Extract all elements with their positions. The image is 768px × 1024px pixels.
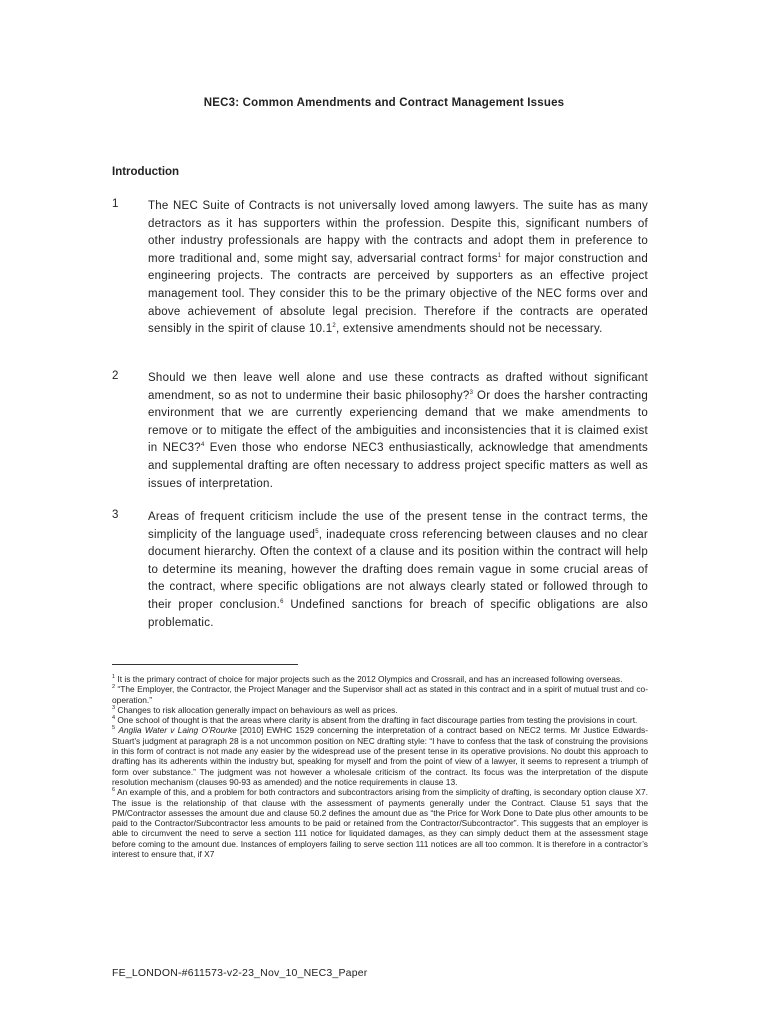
- footnote-ref: 6: [280, 599, 284, 606]
- text-run: Should we then leave well alone and use these contracts as drafted without significant amendment, so as not to undermine their basic philosophy?: [148, 372, 648, 402]
- text-run: Even those who endorse NEC3 enthusiastically, acknowledge that amendments and supplemental drafting are often necessary to address project specific matters as well as issues of interpretation.: [148, 442, 648, 490]
- footnote-separator: [112, 664, 298, 665]
- footnote-4: $^4$ One school of thought is that the areas where clarity is absent from the drafting in fact discourage parties from testing the provisions in court.: [112, 715, 638, 726]
- paragraph-text: [148, 370, 648, 493]
- paragraph-number: 2: [112, 370, 119, 382]
- footnote-3: $^3$ Changes to risk allocation generally impact on behaviours as well as prices.: [112, 704, 398, 715]
- document-title: NEC3: Common Amendments and Contract Management Issues: [203, 97, 565, 109]
- text-run: Areas of frequent criticism include the use of the present tense in the contract terms, the simplicity of the language used: [148, 511, 648, 541]
- footnote-1: $^1$ It is the primary contract of choice for major projects such as the 2012 Olympics and Crossrail, and has an increased following overseas.: [112, 674, 623, 684]
- footnote-2: $^2$ “The Employer, the Contractor, the Project Manager and the Supervisor shall act as stated in this contract and in a spirit of mutual trust and co-operation.”: [112, 684, 648, 705]
- paragraph-text: [148, 198, 648, 339]
- footnote-ref: 5: [315, 528, 319, 535]
- text-run: One school of thought is that the areas where clarity is absent from the drafting in fact discourage parties from testing the provisions in court.: [115, 715, 638, 726]
- footnote-ref: 1: [497, 252, 502, 259]
- footnote-ref: 2: [332, 323, 336, 330]
- case-name: Anglia Water v Laing O’Rourke: [118, 725, 237, 736]
- text-run: for major construction and engineering projects. The contracts are perceived by supporters as an effective project management tool. They consider this to be the primary objective of the NEC forms over and above achievement of absolute legal precision. Therefore if the contracts are operated sensibly in the spirit of clause 10.1: [148, 252, 648, 336]
- text-run: , inadequate cross referencing between clauses and no clear document hierarchy. Often the context of a clause and its position within the contract will help to determine its meaning, however the drafting does remain vague in some crucial areas of the contract, where specific obligations are not always clearly stated or followed through to their proper conclusion.: [148, 528, 648, 611]
- text-run: “The Employer, the Contractor, the Project Manager and the Supervisor shall act as stated in this contract and in a spirit of mutual trust and co-operation.”: [112, 684, 648, 705]
- text-run: The NEC Suite of Contracts is not universally loved among lawyers. The suite has as many detractors as it has supporters within the profession. Despite this, significant numbers of other industry professionals are happy with the contracts and adopt them in preference to more traditional and, some might say, adversarial contract forms: [148, 200, 648, 265]
- footnote-ref: 4: [200, 442, 205, 449]
- footnote-ref: 3: [469, 389, 474, 396]
- text-run: , extensive amendments should not be necessary.: [336, 323, 603, 336]
- paragraph-text: [148, 509, 648, 632]
- section-heading: Introduction: [112, 166, 180, 178]
- footnote-6: $^6$ An example of this, and a problem for both contractors and subcontractors arising from the simplicity of drafting, is secondary option clause X7. The issue is the relationship of that clause with the assessment of payments generally under the Contract. Clause 51 says that the PM/Contractor assesses the amount due and clause 50.2 defines the amount due as “the Price for Work Done to Date plus other amounts to be paid to the Contractor/Subcontractor less amounts to be paid or retained from the Contractor/Subcontractor”. This suggests that an employer is able to circumvent the need to serve a section 111 notice for liquidated damages, as they can simply deduct them at the assessment stage before coming to the amount due. Instances of employers failing to serve section 111 notices are all too common. It is therefore in a contractor’s interest to ensure that, if X7: [112, 787, 648, 860]
- text-run: It is the primary contract of choice for major projects such as the 2012 Olympics and Crossrail, and has an increased following overseas.: [115, 674, 623, 684]
- footnote-5: $^5$ Anglia Water v Laing O’Rourke [2010] EWHC 1529 concerning the interpretation of a contract based on NEC2 terms. Mr Justice Edwards-Stuart’s judgment at paragraph 28 is a not uncommon position on NEC drafting style: “I have to confess that the task of construing the provisions in this form of contract is not made any easier by the widespread use of the present tense in its operative provisions. No doubt this approach to drafting has its adherents within the industry but, speaking for myself and from the point of view of a lawyer, it seems to represent a triumph of form over substance.” The judgment was not however a wholesale criticism of the contract. Its focus was the interpretation of the dispute resolution mechanism (clauses 90-93 as amended) and the notice requirements in clause 13.: [112, 725, 649, 787]
- text-run: Changes to risk allocation generally impact on behaviours as well as prices.: [115, 704, 398, 715]
- document-footer: FE_LONDON-#611573-v2-23_Nov_10_NEC3_Paper: [112, 967, 368, 979]
- text-run: [2010] EWHC 1529 concerning the interpretation of a contract based on NEC2 terms. Mr Justice Edwards-Stuart’s judgment at paragraph 28 is a not uncommon position on NEC drafting style: “I have to confess that the task of construing the provisions in this form of contract is not made any easier by the widespread use of the present tense in its operative provisions. No doubt this approach to drafting has its adherents within the industry but, speaking for myself and from the point of view of a lawyer, it seems to represent a triumph of form over substance.” The judgment was not however a wholesale criticism of the contract. Its focus was the interpretation of the dispute resolution mechanism (clauses 90-93 as amended) and the notice requirements in clause 13.: [112, 725, 649, 787]
- paragraph-number: 3: [112, 509, 119, 521]
- paragraph-number: 1: [112, 198, 119, 210]
- text-run: Undefined sanctions for breach of specific obligations are also problematic.: [148, 598, 648, 629]
- footnotes: [112, 674, 648, 859]
- text-run: An example of this, and a problem for both contractors and subcontractors arising from the simplicity of drafting, is secondary option clause X7. The issue is the relationship of that clause with the assessment of payments generally under the Contract. Clause 51 says that the PM/Contractor assesses the amount due and clause 50.2 defines the amount due as “the Price for Work Done to Date plus other amounts to be paid to the Contractor/Subcontractor less amounts to be paid or retained from the Contractor/Subcontractor”. This suggests that an employer is able to circumvent the need to serve a section 111 notice for liquidated damages, as they can simply deduct them at the assessment stage before coming to the amount due. Instances of employers failing to serve section 111 notices are all too common. It is therefore in a contractor’s interest to ensure that, if X7: [112, 787, 648, 860]
- text-run: Or does the harsher contracting environment that we are currently experiencing demand that we make amendments to remove or to mitigate the effect of the ambiguities and inconsistencies that it is claimed exist in NEC3?: [148, 389, 648, 455]
